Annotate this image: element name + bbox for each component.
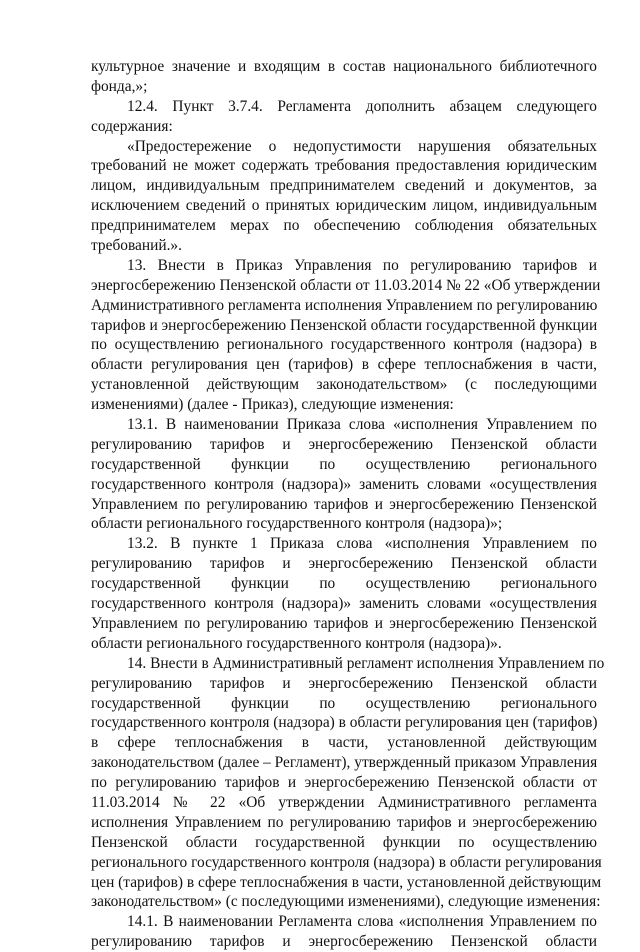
document-text-line: области регулирования цен (тарифов) в сфере теплоснабжения в части,	[91, 356, 597, 374]
document-text-line: фонда,»;	[91, 77, 148, 95]
document-text-line: регионального государственного контроля (надзора) в области регулирования	[91, 853, 602, 871]
document-text-line: 13. Внести в Приказ Управления по регулированию тарифов и	[127, 256, 597, 274]
document-text-line: Управлением по регулированию тарифов и энергосбережению Пензенской	[91, 495, 597, 513]
document-text-line: Управлением по регулированию тарифов и энергосбережению Пензенской	[91, 614, 597, 632]
document-text-line: области регионального государственного контроля (надзора)».	[91, 634, 502, 652]
document-text-line: предпринимателем мерах по обеспечению соблюдения обязательных	[91, 217, 597, 235]
document-text-line: Пензенской области государственной функции по осуществлению	[91, 833, 597, 851]
document-text-line: регулированию тарифов и энергосбережению Пензенской области	[91, 435, 597, 453]
document-text-line: 13.1. В наименовании Приказа слова «исполнения Управлением по	[127, 416, 597, 434]
document-text-line: области регионального государственного контроля (надзора)»;	[91, 515, 503, 533]
document-text-line: исполнения Управлением по регулированию тарифов и энергосбережению	[91, 813, 597, 831]
document-text-line: энергосбережению Пензенской области от 11.03.2014 № 22 «Об утверждении	[91, 276, 601, 294]
document-text-line: требований не может содержать требования предоставления юридическим	[91, 157, 597, 175]
document-text-line: государственной функции по осуществлению регионального	[91, 694, 597, 712]
document-text-line: установленной действующим законодательством» (с последующими	[91, 376, 597, 394]
document-text-line: содержания:	[91, 117, 173, 135]
document-text-line: требований.».	[91, 237, 182, 255]
document-text-line: лицом, индивидуальным предпринимателем сведений и документов, за	[91, 177, 597, 195]
document-text-line: 14. Внести в Административный регламент исполнения Управлением по	[127, 654, 605, 672]
document-text-line: цен (тарифов) в сфере теплоснабжения в части, установленной действующим	[91, 873, 602, 891]
document-text-line: законодательством (далее – Регламент), утвержденный приказом Управления	[91, 754, 598, 772]
document-text-line: 12.4. Пункт 3.7.4. Регламента дополнить абзацем следующего	[127, 97, 597, 115]
document-text-body	[91, 57, 605, 952]
document-text-line: государственного контроля (надзора) в области регулирования цен (тарифов)	[91, 714, 598, 732]
document-text-line: государственного контроля (надзора)» заменить словами «осуществления	[91, 595, 597, 613]
document-text-line: регулированию тарифов и энергосбережению Пензенской области	[91, 933, 597, 951]
document-text-line: культурное значение и входящим в состав национального библиотечного	[91, 58, 597, 75]
document-text-line: исключением сведений о принятых юридическим лицом, индивидуальным	[91, 197, 597, 215]
document-text-line: изменениями) (далее - Приказ), следующие изменения:	[91, 396, 454, 414]
document-text-line: 14.1. В наименовании Регламента слова «исполнения Управлением по	[127, 913, 597, 931]
document-text-line: государственной функции по осуществлению регионального	[91, 455, 597, 473]
document-text-line: государственного контроля (надзора)» заменить словами «осуществления	[91, 475, 597, 493]
document-text-line: «Предостережение о недопустимости нарушения обязательных	[127, 137, 597, 155]
document-text-line: по осуществлению регионального государственного контроля (надзора) в	[91, 336, 597, 354]
document-text-line: регулированию тарифов и энергосбережению Пензенской области	[91, 555, 597, 573]
document-text-line: Административного регламента исполнения Управлением по регулированию	[91, 296, 598, 314]
document-text-line: тарифов и энергосбережению Пензенской области государственной функции	[91, 316, 598, 334]
document-text-line: законодательством» (с последующими изменениями), следующие изменения:	[91, 893, 601, 911]
document-text-line: 11.03.2014 № 22 «Об утверждении Административного регламента	[91, 793, 597, 811]
document-text-line: государственной функции по осуществлению регионального	[91, 575, 597, 593]
document-text-line: по регулированию тарифов и энергосбережению Пензенской области от	[91, 774, 597, 792]
document-text-line: в сфере теплоснабжения в части, установленной действующим	[91, 734, 597, 752]
document-text-line: 13.2. В пункте 1 Приказа слова «исполнения Управлением по	[127, 535, 597, 553]
document-text-line: регулированию тарифов и энергосбережению Пензенской области	[91, 674, 597, 692]
